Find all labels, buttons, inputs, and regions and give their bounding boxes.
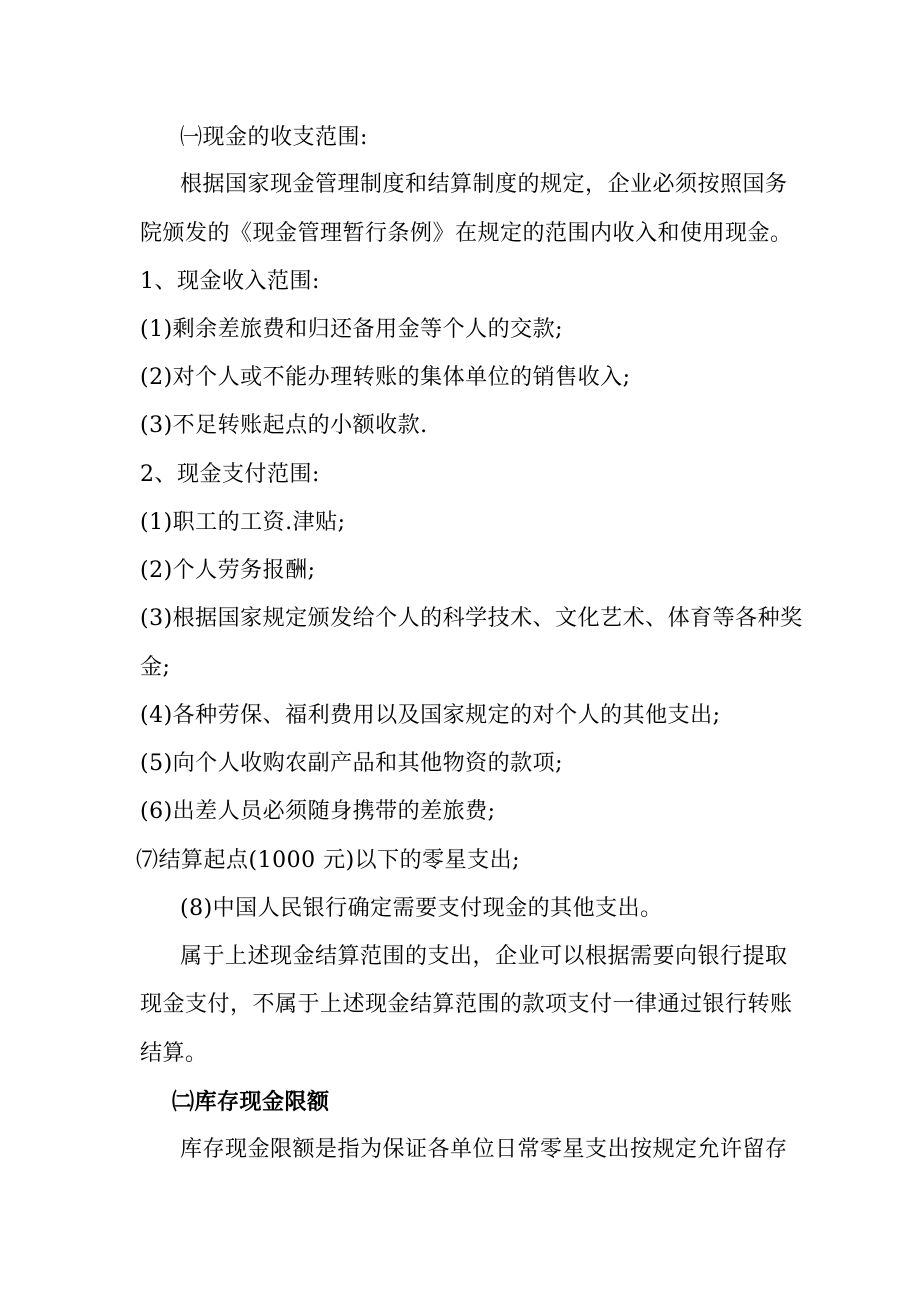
- section-heading-cash-scope: ㈠现金的收支范围:: [180, 125, 368, 150]
- income-scope-title: 1、现金收入范围:: [140, 269, 320, 294]
- payment-item-7: ⑺结算起点(1000 元)以下的零星支出;: [136, 848, 521, 873]
- payment-item-6: (6)出差人员必须随身携带的差旅费;: [140, 799, 496, 824]
- conclusion-line-2: 现金支付，不属于上述现金结算范围的款项支付一律通过银行转账: [140, 992, 793, 1017]
- income-item-2: (2)对个人或不能办理转账的集体单位的销售收入;: [140, 365, 631, 390]
- payment-item-5: (5)向个人收购农副产品和其他物资的款项;: [140, 751, 564, 776]
- income-item-3: (3)不足转账起点的小额收款.: [140, 413, 428, 438]
- conclusion-line-1: 属于上述现金结算范围的支出，企业可以根据需要向银行提取: [180, 944, 788, 969]
- payment-item-3-continued: 金;: [140, 655, 171, 680]
- section-heading-cash-limit: ㈡库存现金限额: [172, 1089, 330, 1115]
- payment-item-2: (2)个人劳务报酬;: [140, 558, 316, 583]
- payment-scope-title: 2、现金支付范围:: [140, 462, 320, 487]
- intro-paragraph-line-2: 院颁发的《现金管理暂行条例》在规定的范围内收入和使用现金。: [140, 221, 793, 246]
- intro-paragraph-line-1: 根据国家现金管理制度和结算制度的规定，企业必须按照国务: [180, 172, 788, 197]
- income-item-1: (1)剩余差旅费和归还备用金等个人的交款;: [140, 317, 564, 342]
- cash-limit-paragraph-line-1: 库存现金限额是指为保证各单位日常零星支出按规定允许留存: [180, 1137, 788, 1162]
- payment-item-1: (1)职工的工资.津贴;: [140, 510, 346, 535]
- payment-item-4: (4)各种劳保、福利费用以及国家规定的对个人的其他支出;: [140, 703, 721, 728]
- payment-item-8: (8)中国人民银行确定需要支付现金的其他支出。: [180, 896, 663, 921]
- conclusion-line-3: 结算。: [140, 1041, 208, 1066]
- payment-item-3: (3)根据国家规定颁发给个人的科学技术、文化艺术、体育等各种奖: [140, 606, 803, 631]
